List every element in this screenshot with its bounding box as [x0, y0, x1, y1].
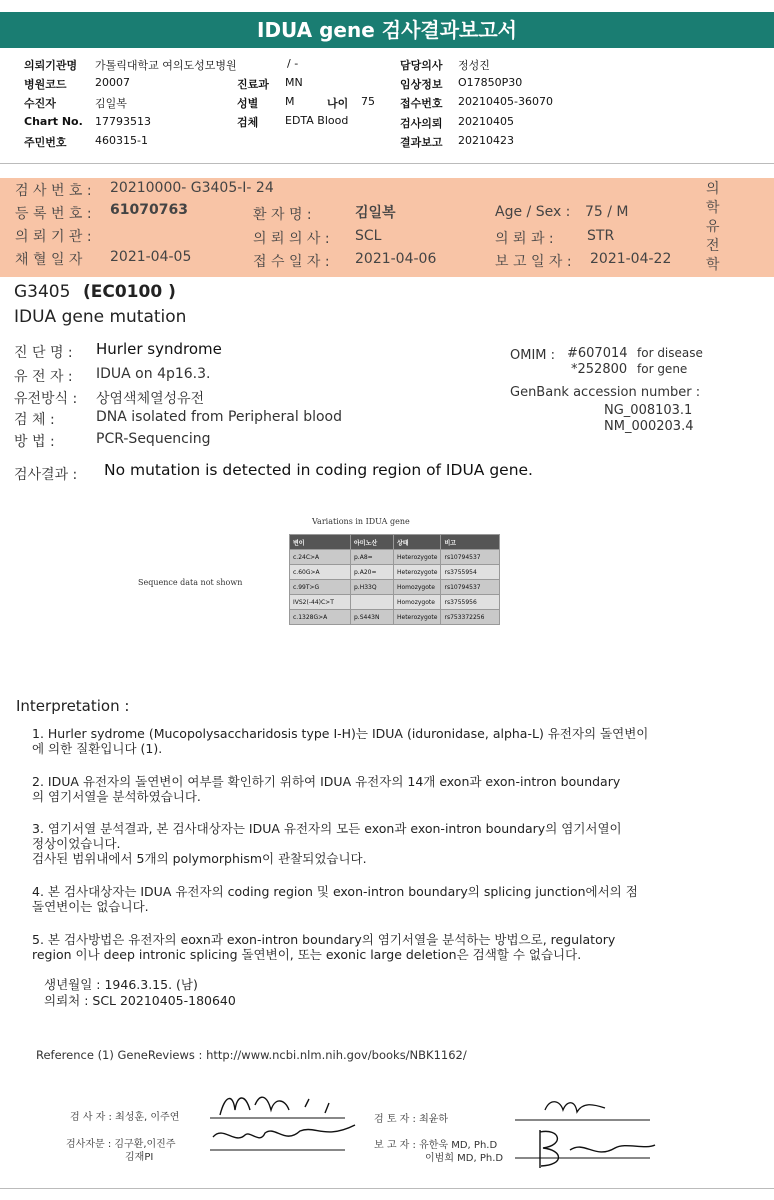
cell: c.1328G>A: [290, 610, 351, 625]
interpretation-title: Interpretation :: [16, 697, 130, 715]
cell: p.S443N: [351, 610, 394, 625]
side-char-4: 전: [706, 238, 720, 254]
cell: rs753372256: [441, 610, 500, 625]
table-row: [290, 610, 500, 625]
id-label: 주민번호: [24, 136, 67, 149]
cell: Heterozygote: [394, 610, 441, 625]
specimen-value: EDTA Blood: [285, 114, 349, 127]
genbank-1: NG_008103.1: [604, 403, 693, 418]
interp-p3a: 3. 염기서열 분석결과, 본 검사대상자는 IDUA 유전자의 모든 exon과 exon-intron boundary의 염기서열이: [32, 821, 622, 836]
physician-value: SCL: [355, 228, 382, 244]
interp-p4a: 4. 본 검사대상자는 IDUA 유전자의 coding region 및 exon-intron boundary의 splicing junction에서의 점: [32, 884, 638, 899]
specimen-label: 검체: [237, 116, 259, 129]
request-label: 검사의뢰: [400, 117, 443, 130]
tester: 검 사 자 : 최성훈, 이주연: [70, 1112, 180, 1123]
cell: p.A8=: [351, 550, 394, 565]
age-value: 75: [361, 95, 375, 108]
omim-1: #607014: [567, 346, 628, 361]
omim-label: OMIM :: [510, 348, 556, 363]
interp-p5b: region 이나 deep intronic splicing 돌연변이, 또는 exonic large deletion은 검색할 수 없습니다.: [32, 947, 582, 962]
interp-p4b: 돌연변이는 없습니다.: [32, 899, 149, 914]
patient-band: [0, 178, 774, 277]
recipient-label: 수진자: [24, 97, 56, 110]
genbank-2: NM_000203.4: [604, 419, 694, 434]
cell: rs10794537: [441, 580, 500, 595]
cell: Heterozygote: [394, 565, 441, 580]
inst-label: 의 뢰 기 관 :: [15, 229, 92, 245]
age-label: 나이: [327, 97, 349, 110]
cell: rs3755954: [441, 565, 500, 580]
result-value: No mutation is detected in coding region of IDUA gene.: [104, 461, 533, 479]
cell: Heterozygote: [394, 550, 441, 565]
test-code-2: (EC0100 ): [83, 282, 176, 302]
dx-label: 진 단 명 :: [14, 345, 73, 361]
reporter-2: 이범희 MD, Ph.D: [425, 1153, 504, 1164]
divider: [0, 163, 774, 164]
col-header: 비고: [441, 535, 500, 550]
method-value: PCR-Sequencing: [96, 431, 211, 447]
hospital-code-value: 20007: [95, 76, 130, 89]
cell: rs10794537: [441, 550, 500, 565]
cell: c.60G>A: [290, 565, 351, 580]
side-char-1: 의: [706, 181, 720, 197]
patient-label: 환 자 명 :: [253, 207, 312, 223]
request-value: 20210405: [458, 115, 514, 128]
hospital-code-label: 병원코드: [24, 78, 67, 91]
cell: IVS2(-44)C>T: [290, 595, 351, 610]
doctor-label: 담당의사: [400, 59, 443, 72]
report-label: 결과보고: [400, 136, 443, 149]
inherit-label: 유전방식 :: [14, 391, 78, 407]
institution-value: 가톨릭대학교 여의도성모병원: [95, 59, 237, 72]
variations-table: [289, 534, 500, 625]
testno-value: 20210000- G3405-I- 24: [110, 180, 274, 196]
dept-label: 진료과: [237, 78, 269, 91]
tester-signature: [205, 1085, 365, 1165]
side-char-3: 유: [706, 219, 720, 235]
spec-label: 검 체 :: [14, 412, 55, 428]
test-code: G3405: [14, 282, 71, 302]
agesex-value: 75 / M: [585, 204, 629, 220]
recv-label: 접 수 일 자 :: [253, 254, 330, 270]
report-band-label: 보 고 일 자 :: [495, 254, 572, 270]
advisor-2: 김재PI: [125, 1152, 154, 1163]
interp-p2a: 2. IDUA 유전자의 돌연변이 여부를 확인하기 위하여 IDUA 유전자의 14개 exon과 exon-intron boundary: [32, 774, 621, 789]
id-value: 460315-1: [95, 134, 148, 147]
col-header: 아미노산: [351, 535, 394, 550]
reviewer: 검 토 자 : 최윤하: [374, 1114, 449, 1125]
institution-extra: / -: [287, 57, 299, 70]
patient-value: 김일복: [355, 205, 396, 221]
side-char-5: 학: [706, 257, 720, 273]
interp-p5a: 5. 본 검사방법은 유전자의 eoxn과 exon-intron boundary의 염기서열을 분석하는 방법으로, regulatory: [32, 932, 616, 947]
regno-value: 61070763: [110, 202, 188, 218]
dx-value: Hurler syndrome: [96, 340, 222, 358]
variations-title: Variations in IDUA gene: [312, 517, 410, 526]
omim-2: *252800: [571, 362, 628, 377]
side-char-2: 학: [706, 200, 720, 216]
dept-band-label: 의 뢰 과 :: [495, 231, 554, 247]
sex-value: M: [285, 95, 295, 108]
cell: Homozygote: [394, 580, 441, 595]
sequence-note: Sequence data not shown: [138, 578, 243, 587]
regno-label: 등 록 번 호 :: [15, 206, 92, 222]
col-header: 변이: [290, 535, 351, 550]
dept-value: MN: [285, 76, 303, 89]
advisor-1: 검사자문 : 김구환,이진주: [66, 1139, 176, 1150]
draw-label: 채 혈 일 자: [15, 252, 83, 268]
interp-p1b: 에 의한 질환입니다 (1).: [32, 741, 163, 756]
institution-label: 의뢰기관명: [24, 59, 78, 72]
recv-value: 2021-04-06: [355, 251, 437, 267]
interp-p3c: 검사된 범위내에서 5개의 polymorphism이 관찰되었습니다.: [32, 851, 367, 866]
birth-date: 생년월일 : 1946.3.15. (남): [44, 977, 198, 992]
interp-p2b: 의 염기서열을 분석하였습니다.: [32, 789, 201, 804]
interp-p3b: 정상이었습니다.: [32, 836, 121, 851]
reviewer-signature: [515, 1090, 665, 1170]
agesex-label: Age / Sex :: [495, 204, 571, 220]
recipient-value: 김일복: [95, 97, 127, 110]
doctor-value: 정성진: [458, 59, 490, 72]
receipt-label: 접수번호: [400, 97, 443, 110]
method-label: 방 법 :: [14, 434, 55, 450]
omim-2-note: for gene: [637, 362, 688, 376]
table-row: [290, 595, 500, 610]
inherit-value: 상염색체열성유전: [96, 391, 205, 407]
cell: c.99T>G: [290, 580, 351, 595]
result-label: 검사결과 :: [14, 467, 78, 483]
cell: c.24C>A: [290, 550, 351, 565]
clinical-label: 임상정보: [400, 78, 443, 91]
variations-header-row: [290, 535, 500, 550]
chart-value: 17793513: [95, 115, 151, 128]
table-row: [290, 565, 500, 580]
report-title: IDUA gene 검사결과보고서: [0, 12, 774, 48]
gene-label: 유 전 자 :: [14, 369, 73, 385]
receipt-value: 20210405-36070: [458, 95, 553, 108]
report-band-value: 2021-04-22: [590, 251, 672, 267]
reference: Reference (1) GeneReviews : http://www.ncbi.nlm.nih.gov/books/NBK1162/: [36, 1048, 467, 1062]
testno-label: 검 사 번 호 :: [15, 183, 92, 199]
omim-1-note: for disease: [637, 346, 703, 360]
requester: 의뢰처 : SCL 20210405-180640: [44, 993, 236, 1008]
spec-value: DNA isolated from Peripheral blood: [96, 409, 343, 425]
cell: p.A20=: [351, 565, 394, 580]
table-row: [290, 580, 500, 595]
cell: p.H33Q: [351, 580, 394, 595]
cell: Homozygote: [394, 595, 441, 610]
table-row: [290, 550, 500, 565]
chart-label: Chart No.: [24, 115, 83, 128]
draw-value: 2021-04-05: [110, 249, 192, 265]
cell: rs3755956: [441, 595, 500, 610]
bottom-divider: [0, 1188, 774, 1189]
cell: [351, 595, 394, 610]
reporter-1: 보 고 자 : 유한욱 MD, Ph.D: [374, 1140, 498, 1151]
test-name: IDUA gene mutation: [14, 307, 187, 327]
col-header: 상태: [394, 535, 441, 550]
physician-label: 의 뢰 의 사 :: [253, 231, 330, 247]
genbank-label: GenBank accession number :: [510, 385, 701, 400]
dept-band-value: STR: [587, 228, 615, 244]
sex-label: 성별: [237, 97, 259, 110]
report-value: 20210423: [458, 134, 514, 147]
interp-p1a: 1. Hurler sydrome (Mucopolysaccharidosis type I-H)는 IDUA (iduronidase, alpha-L) 유전자의 돌연변이: [32, 726, 649, 741]
gene-value: IDUA on 4p16.3.: [96, 366, 211, 382]
clinical-value: O17850P30: [458, 76, 523, 89]
